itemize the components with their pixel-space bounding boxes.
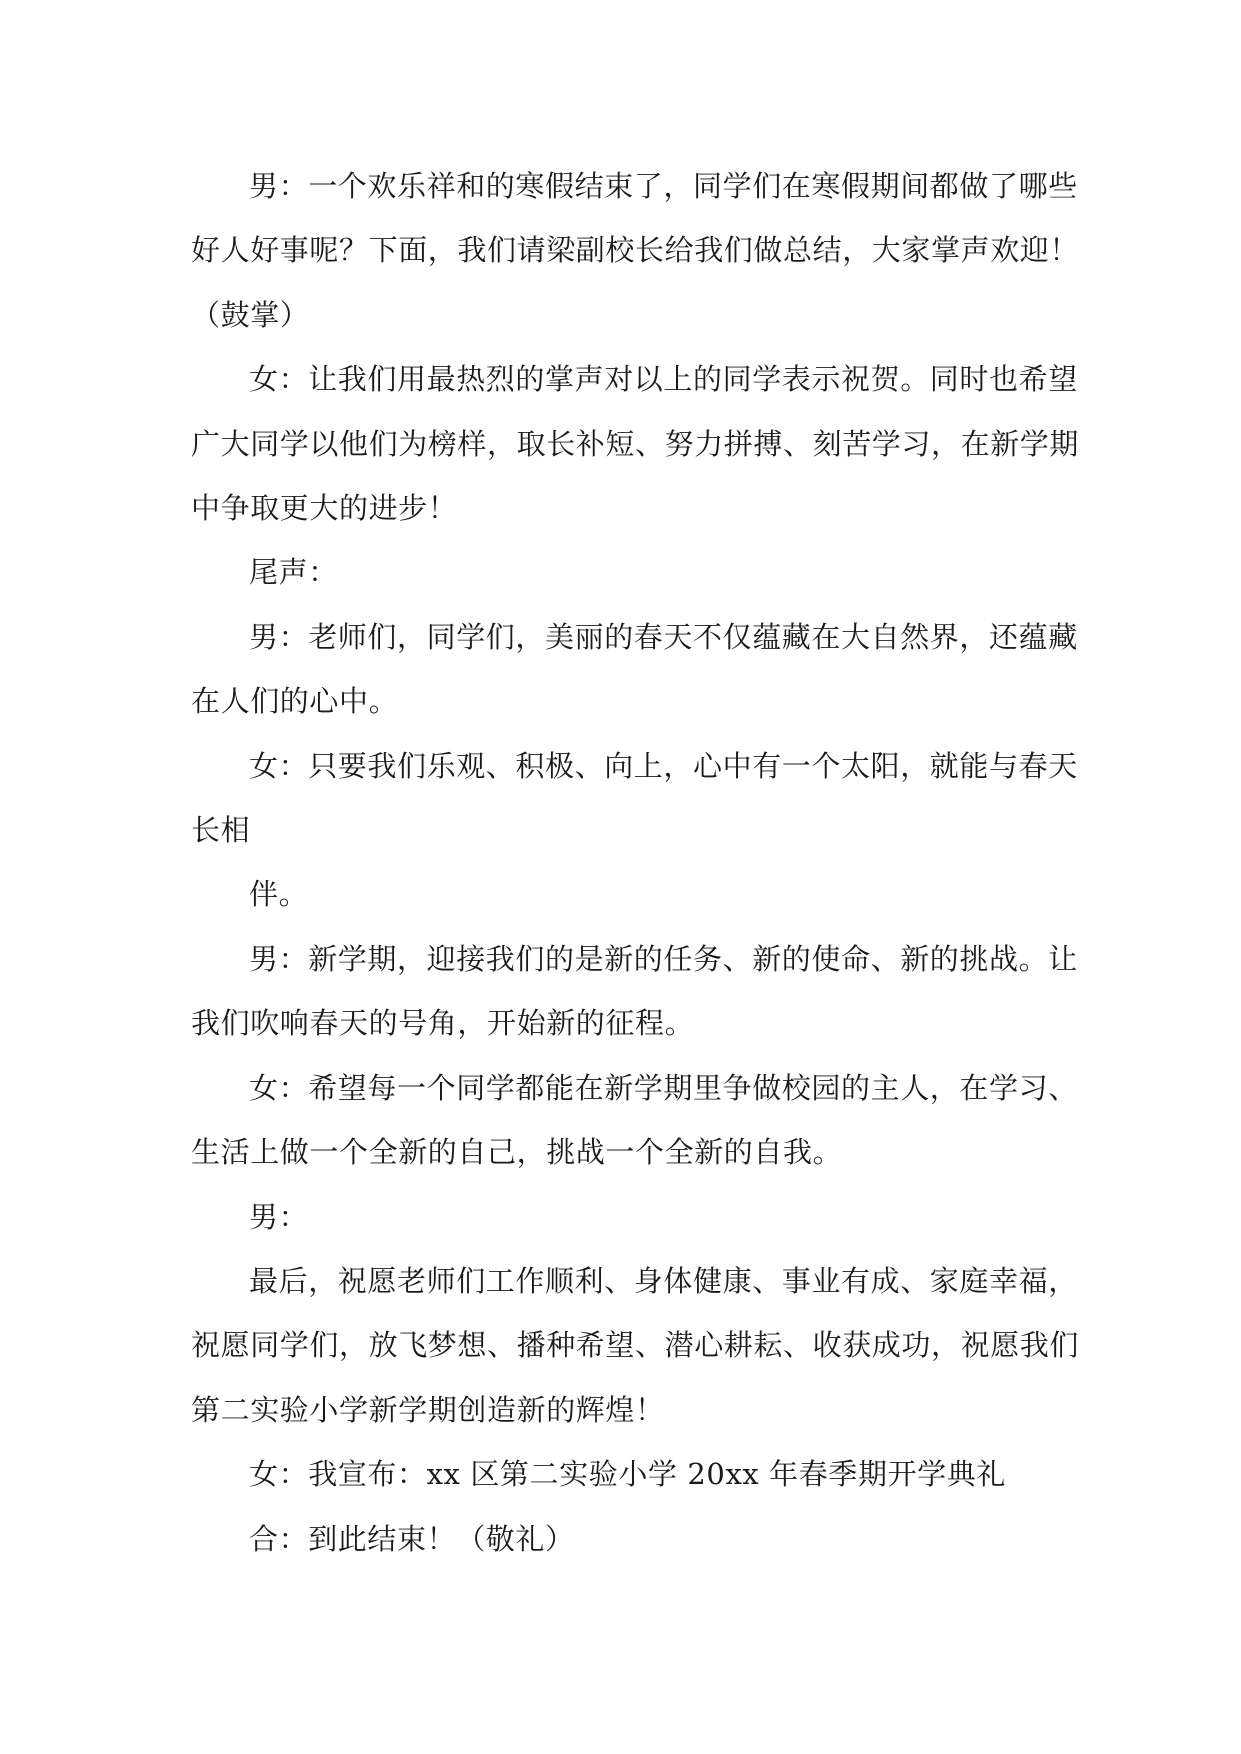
text-line: 中争取更大的进步！ bbox=[191, 491, 458, 526]
text-line: 第二实验小学新学期创造新的辉煌！ bbox=[191, 1392, 665, 1427]
text-line: 祝愿同学们，放飞梦想、播种希望、潜心耕耘、收获成功，祝愿我们 bbox=[191, 1328, 1080, 1363]
text-line: 合：到此结束！（敬礼） bbox=[249, 1521, 575, 1556]
text-line: 生活上做一个全新的自己，挑战一个全新的自我。 bbox=[191, 1135, 843, 1170]
speaker-label-male bbox=[191, 1185, 1051, 1249]
text-line: 最后，祝愿老师们工作顺利、身体健康、事业有成、家庭幸福， bbox=[249, 1263, 1078, 1298]
text-line: 好人好事呢？下面，我们请梁副校长给我们做总结，大家掌声欢迎！ bbox=[191, 233, 1080, 268]
text-line: 女：让我们用最热烈的掌声对以上的同学表示祝贺。同时也希望 bbox=[249, 362, 1078, 397]
paragraph-summary-intro bbox=[191, 154, 1080, 347]
paragraph-spring bbox=[191, 605, 1078, 734]
text-line: 在人们的心中。 bbox=[191, 684, 399, 719]
text-line: （鼓掌） bbox=[191, 297, 310, 332]
section-heading-ending bbox=[191, 540, 1051, 604]
text-line: 男：新学期，迎接我们的是新的任务、新的使命、新的挑战。让 bbox=[249, 941, 1078, 976]
text-line: 男：老师们，同学们，美丽的春天不仅蕴藏在大自然界，还蕴藏 bbox=[249, 619, 1078, 654]
paragraph-fragment bbox=[191, 862, 1051, 926]
paragraph-new-semester bbox=[191, 927, 1078, 1056]
paragraph-hope bbox=[191, 1056, 1078, 1185]
text-line: 长相 bbox=[191, 813, 251, 848]
paragraph-announcement bbox=[191, 1442, 1051, 1506]
text-line: 女：我宣布：xx 区第二实验小学 20xx 年春季期开学典礼 bbox=[249, 1457, 1006, 1492]
paragraph-optimism bbox=[191, 734, 1078, 863]
paragraph-closing bbox=[191, 1507, 1051, 1571]
text-line: 男：一个欢乐祥和的寒假结束了，同学们在寒假期间都做了哪些 bbox=[249, 169, 1078, 203]
text-line: 广大同学以他们为榜样，取长补短、努力拼搏、刻苦学习，在新学期 bbox=[191, 426, 1080, 461]
text-line: 男： bbox=[249, 1199, 309, 1234]
text-line: 女：希望每一个同学都能在新学期里争做校园的主人，在学习、 bbox=[249, 1070, 1078, 1105]
document-body bbox=[191, 154, 1080, 1571]
paragraph-wishes bbox=[191, 1249, 1080, 1442]
text-line: 伴。 bbox=[249, 877, 309, 912]
text-line: 女：只要我们乐观、积极、向上，心中有一个太阳，就能与春天 bbox=[249, 748, 1078, 783]
text-line: 我们吹响春天的号角，开始新的征程。 bbox=[191, 1006, 695, 1041]
text-line: 尾声： bbox=[249, 555, 338, 590]
paragraph-congratulations bbox=[191, 347, 1080, 540]
